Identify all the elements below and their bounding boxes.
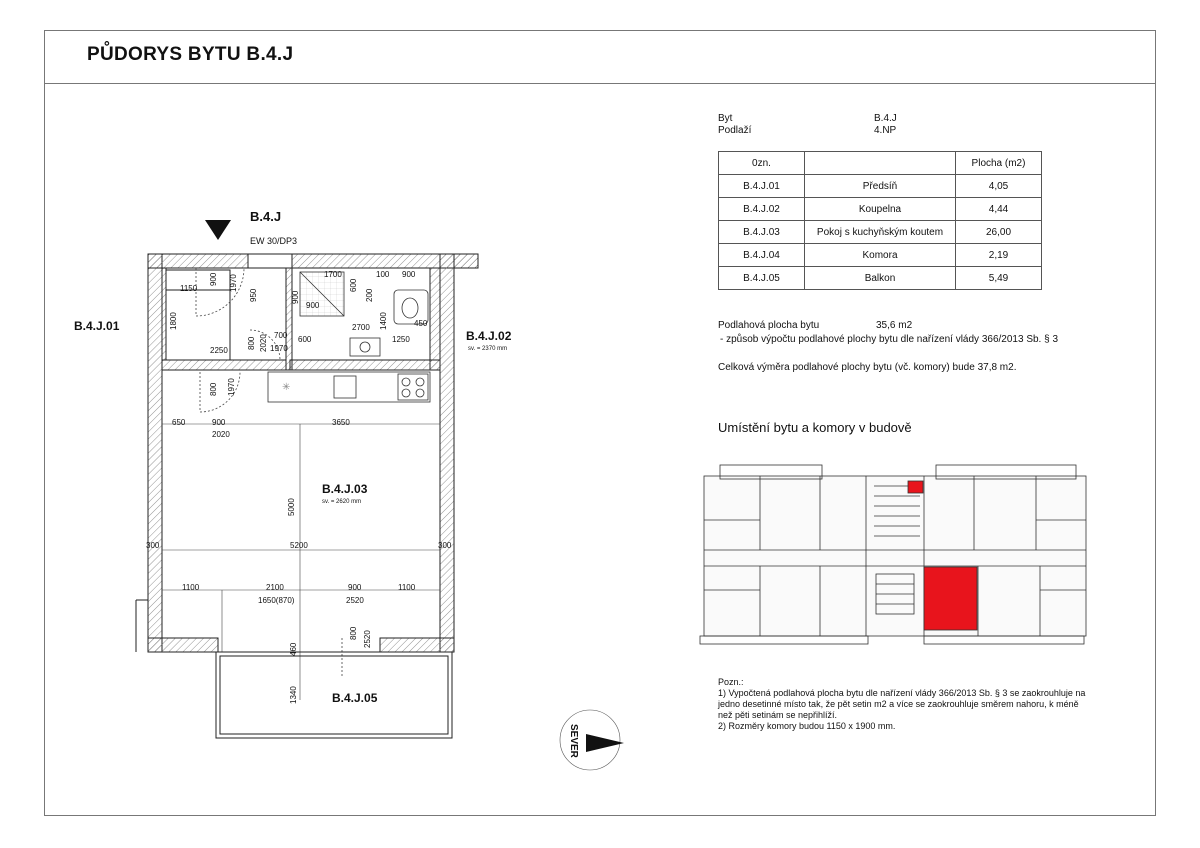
dim-label: 900	[306, 301, 320, 310]
dim-label: 1340	[289, 686, 298, 704]
table-cell-code: B.4.J.03	[719, 221, 805, 244]
dim-label: 450	[414, 319, 428, 328]
dim-label: 1100	[398, 583, 416, 592]
dim-label: 5200	[290, 541, 308, 550]
dim-label: 900	[348, 583, 362, 592]
floor-area-total: Celková výměra podlahové plochy bytu (vč. komory) bude 37,8 m2.	[718, 362, 1017, 373]
room-label-03: B.4.J.03	[322, 482, 368, 496]
notes-heading: Pozn.:	[718, 677, 744, 687]
dim-label: 3650	[332, 418, 350, 427]
table-header-code: 0zn.	[719, 152, 805, 175]
dim-label: 2020	[212, 430, 230, 439]
notes-line: než pěti setinám se nepřihlíží.	[718, 710, 838, 720]
dim-label: 1970	[227, 378, 236, 396]
table-cell-area: 2,19	[956, 244, 1042, 267]
dim-label: 2520	[346, 596, 364, 605]
table-cell-name: Předsíň	[805, 175, 956, 198]
dim-label: 600	[298, 335, 312, 344]
dim-label: 2020	[259, 334, 268, 352]
building-location-plan	[700, 465, 1086, 644]
dim-label: 1100	[182, 583, 200, 592]
dim-label: 1970	[229, 274, 238, 292]
room-label-02: B.4.J.02	[466, 329, 512, 343]
table-cell-name: Balkon	[805, 267, 956, 290]
dim-label: 1650(870)	[258, 596, 295, 605]
floor-area-method: - způsob výpočtu podlahové plochy bytu dle nařízení vlády 366/2013 Sb. § 3	[720, 334, 1059, 345]
notes-line: 2) Rozměry komory budou 1150 x 1900 mm.	[718, 721, 896, 731]
dim-label: 200	[365, 288, 374, 302]
door-swings	[196, 268, 342, 676]
room-lines	[162, 424, 440, 700]
dim-label: 800	[209, 382, 218, 396]
table-cell-area: 4,05	[956, 175, 1042, 198]
podlazi-label: Podlaží	[718, 125, 752, 136]
floor-area-value: 35,6 m2	[876, 320, 913, 331]
podlazi-value: 4.NP	[874, 125, 897, 136]
highlight-storage	[908, 481, 923, 493]
table-cell-name: Pokoj s kuchyňským koutem	[805, 221, 956, 244]
table-cell-name: Komora	[805, 244, 956, 267]
door-rating-label: EW 30/DP3	[250, 236, 298, 246]
dim-label: 1250	[392, 335, 410, 344]
table-cell-code: B.4.J.05	[719, 267, 805, 290]
dim-label: 460	[289, 642, 298, 656]
dim-label: 2250	[210, 346, 228, 355]
dim-label: 1700	[324, 270, 342, 279]
dim-label: 600	[349, 278, 358, 292]
dim-label: 950	[249, 288, 258, 302]
table-cell-code: B.4.J.04	[719, 244, 805, 267]
dim-label: 5000	[287, 498, 296, 516]
dim-label: 2100	[266, 583, 284, 592]
balcony-outline	[136, 600, 452, 738]
svg-text:✳: ✳	[282, 382, 291, 393]
north-label: SEVER	[568, 724, 579, 758]
dim-label: 800	[247, 336, 256, 350]
dim-label: 300	[146, 541, 160, 550]
table-header-area: Plocha (m2)	[956, 152, 1042, 175]
room-label-05: B.4.J.05	[332, 691, 378, 705]
dim-label: 1150	[180, 284, 198, 293]
dim-label: 800	[349, 626, 358, 640]
dim-label: 1970	[270, 344, 288, 353]
dim-label: 650	[172, 418, 186, 427]
dim-label: 1800	[169, 312, 178, 330]
table-cell-area: 26,00	[956, 221, 1042, 244]
dim-label: 2700	[352, 323, 370, 332]
room-height-03: sv. = 2620 mm	[322, 499, 362, 505]
page-title: PŮDORYS BYTU B.4.J	[87, 44, 294, 65]
dim-label: 100	[376, 270, 390, 279]
table-cell-area: 5,49	[956, 267, 1042, 290]
table-cell-code: B.4.J.02	[719, 198, 805, 221]
dim-label: 300	[438, 541, 452, 550]
dim-label: 2520	[363, 630, 372, 648]
dim-label: 900	[212, 418, 226, 427]
dim-label: 1400	[379, 312, 388, 330]
entrance-arrow-icon	[205, 220, 231, 240]
dim-label: 900	[402, 270, 416, 279]
notes-line: jedno desetinné místo tak, že pět setin m2 a více se zaokrouhluje směrem nahoru, k méně	[718, 699, 1079, 709]
room-label-01: B.4.J.01	[74, 319, 120, 333]
room-height-02: sv. = 2370 mm	[468, 346, 508, 352]
table-cell-area: 4,44	[956, 198, 1042, 221]
kitchen-counter	[268, 372, 430, 402]
dim-label: 900	[291, 290, 300, 304]
byt-value: B.4.J	[874, 113, 897, 124]
location-title: Umístění bytu a komory v budově	[718, 420, 912, 435]
dim-label: 900	[209, 272, 218, 286]
notes-line: 1) Vypočtená podlahová plocha bytu dle nařízení vlády 366/2013 Sb. § 3 se zaokrouhluje na	[718, 688, 1086, 698]
byt-label: Byt	[718, 113, 733, 124]
north-arrow-icon	[560, 710, 624, 770]
floor-area-label: Podlahová plocha bytu	[718, 320, 820, 331]
dim-label: 700	[274, 331, 288, 340]
table-cell-code: B.4.J.01	[719, 175, 805, 198]
unit-label: B.4.J	[250, 209, 282, 224]
highlight-apartment	[924, 567, 977, 630]
table-cell-name: Koupelna	[805, 198, 956, 221]
